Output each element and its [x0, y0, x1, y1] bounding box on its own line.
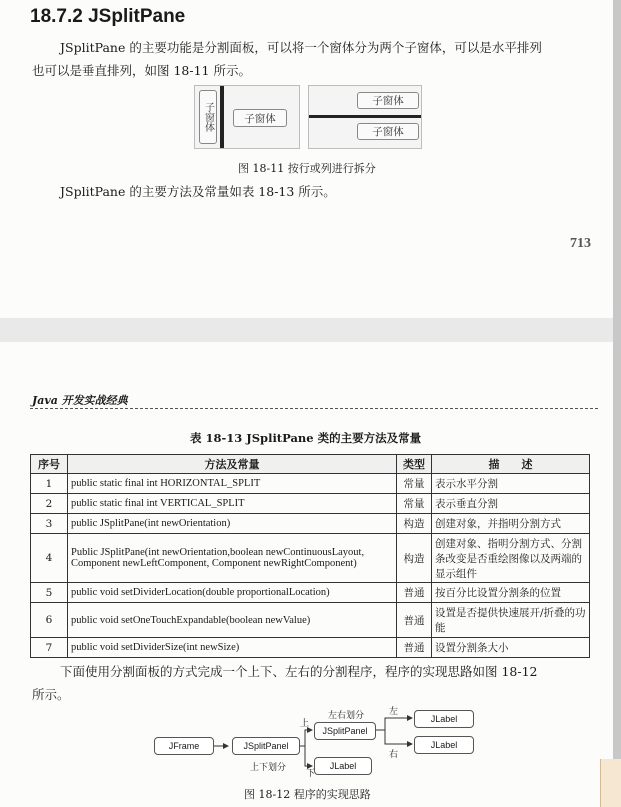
running-header: Java 开发实战经典: [32, 394, 128, 407]
table-header-row: [31, 455, 590, 474]
row-method: public JSplitPane(int newOrientation): [68, 514, 397, 534]
row-method: public void setDividerLocation(double proportionalLocation): [68, 583, 397, 603]
diagram-bottom-jlabel-label: JLabel: [329, 761, 357, 771]
row-number: 1: [31, 474, 68, 494]
table-row: [31, 638, 590, 658]
col-header-method: 方法及常量: [68, 455, 397, 474]
diagram-jsplitpanel-label: JSplitPanel: [243, 741, 289, 751]
diagram-jsplitpanel-box: [232, 737, 300, 755]
diagram-label-top: 上: [300, 719, 310, 729]
diagram-right-jlabel-label: JLabel: [430, 740, 458, 750]
row-description: 设置是否提供快速展开/折叠的功能: [432, 603, 590, 638]
methods-intro: JSplitPane 的主要方法及常量如表 18-13 所示。: [60, 184, 336, 199]
top-subwindow-label: 子窗体: [372, 95, 404, 107]
col-header-desc: 描 述: [432, 455, 590, 474]
top-subwindow: [357, 92, 419, 109]
page-number: 713: [570, 236, 591, 251]
table-row: [31, 494, 590, 514]
table-row: [31, 514, 590, 534]
row-description: 表示水平分割: [432, 474, 590, 494]
right-subwindow: [233, 109, 287, 127]
diagram-inner-jsplitpanel-box: [314, 722, 376, 740]
diagram-jframe-label: JFrame: [168, 741, 200, 751]
row-type: 普通: [397, 638, 432, 658]
diagram-label-lr-split: 左右划分: [328, 711, 365, 721]
table-title: 表 18-13 JSplitPane 类的主要方法及常量: [190, 431, 422, 445]
row-type: 常量: [397, 494, 432, 514]
left-subwindow-label: 子窗体: [202, 102, 214, 132]
diagram-top-jlabel-label: JLabel: [430, 714, 458, 724]
diagram-right-jlabel-box: [414, 736, 474, 754]
figure-caption-18-11: 图 18-11 按行或列进行拆分: [238, 162, 376, 175]
diagram-label-right: 右: [389, 750, 399, 760]
horizontal-divider: [309, 115, 421, 118]
row-method: public void setDividerSize(int newSize): [68, 638, 397, 658]
viewer-scroll-track[interactable]: [613, 0, 621, 807]
row-type: 构造: [397, 534, 432, 583]
table-row: [31, 583, 590, 603]
figure-horizontal-split: [194, 85, 300, 149]
row-number: 2: [31, 494, 68, 514]
row-method: public static final int HORIZONTAL_SPLIT: [68, 474, 397, 494]
table-row: [31, 474, 590, 494]
bottom-subwindow: [357, 123, 419, 140]
book-page-713: [0, 0, 613, 318]
row-number: 4: [31, 534, 68, 583]
row-number: 5: [31, 583, 68, 603]
row-method: public static final int VERTICAL_SPLIT: [68, 494, 397, 514]
diagram-intro-line1: 下面使用分割面板的方式完成一个上下、左右的分割程序，程序的实现思路如图 18-12: [60, 664, 538, 679]
row-description: 创建对象、指明分割方式、分割条改变是否重绘图像以及两端的显示组件: [432, 534, 590, 583]
row-type: 普通: [397, 603, 432, 638]
row-number: 3: [31, 514, 68, 534]
diagram-jframe-box: [154, 737, 214, 755]
diagram-label-bottom: 下: [306, 769, 316, 779]
row-method: public void setOneTouchExpandable(boolean newValue): [68, 603, 397, 638]
row-type: 普通: [397, 583, 432, 603]
right-subwindow-label: 子窗体: [244, 112, 276, 125]
intro-paragraph-line2: 也可以是垂直排列，如图 18-11 所示。: [32, 63, 251, 78]
header-rule: [30, 408, 598, 409]
diagram-inner-jsplitpanel-label: JSplitPanel: [322, 726, 368, 736]
row-description: 设置分割条大小: [432, 638, 590, 658]
figure-caption-18-12: 图 18-12 程序的实现思路: [244, 788, 371, 801]
row-type: 构造: [397, 514, 432, 534]
diagram-intro-line2: 所示。: [32, 687, 70, 702]
diagram-label-left: 左: [389, 707, 399, 717]
intro-paragraph-line1: JSplitPane 的主要功能是分割面板，可以将一个窗体分为两个子窗体，可以是水平排列: [60, 40, 542, 55]
row-method: Public JSplitPane(int newOrientation,boolean newContinuousLayout, Component newLeftComponent, Component newRightComponent): [68, 534, 397, 583]
book-page-714: [0, 342, 613, 807]
left-subwindow: [199, 90, 217, 144]
diagram-bottom-jlabel-box: [314, 757, 372, 775]
table-row: [31, 603, 590, 638]
row-number: 7: [31, 638, 68, 658]
viewer-corner-widget[interactable]: [600, 759, 621, 807]
vertical-divider: [220, 86, 224, 148]
col-header-no: 序号: [31, 455, 68, 474]
diagram-label-tb-split: 上下划分: [250, 763, 287, 773]
methods-table: [30, 454, 590, 658]
row-description: 表示垂直分割: [432, 494, 590, 514]
col-header-type: 类型: [397, 455, 432, 474]
diagram-top-jlabel-box: [414, 710, 474, 728]
row-type: 常量: [397, 474, 432, 494]
row-number: 6: [31, 603, 68, 638]
row-description: 按百分比设置分割条的位置: [432, 583, 590, 603]
section-heading: 18.7.2 JSplitPane: [30, 6, 186, 27]
row-description: 创建对象，并指明分割方式: [432, 514, 590, 534]
bottom-subwindow-label: 子窗体: [372, 126, 404, 138]
figure-vertical-split: [308, 85, 422, 149]
table-row: [31, 534, 590, 583]
